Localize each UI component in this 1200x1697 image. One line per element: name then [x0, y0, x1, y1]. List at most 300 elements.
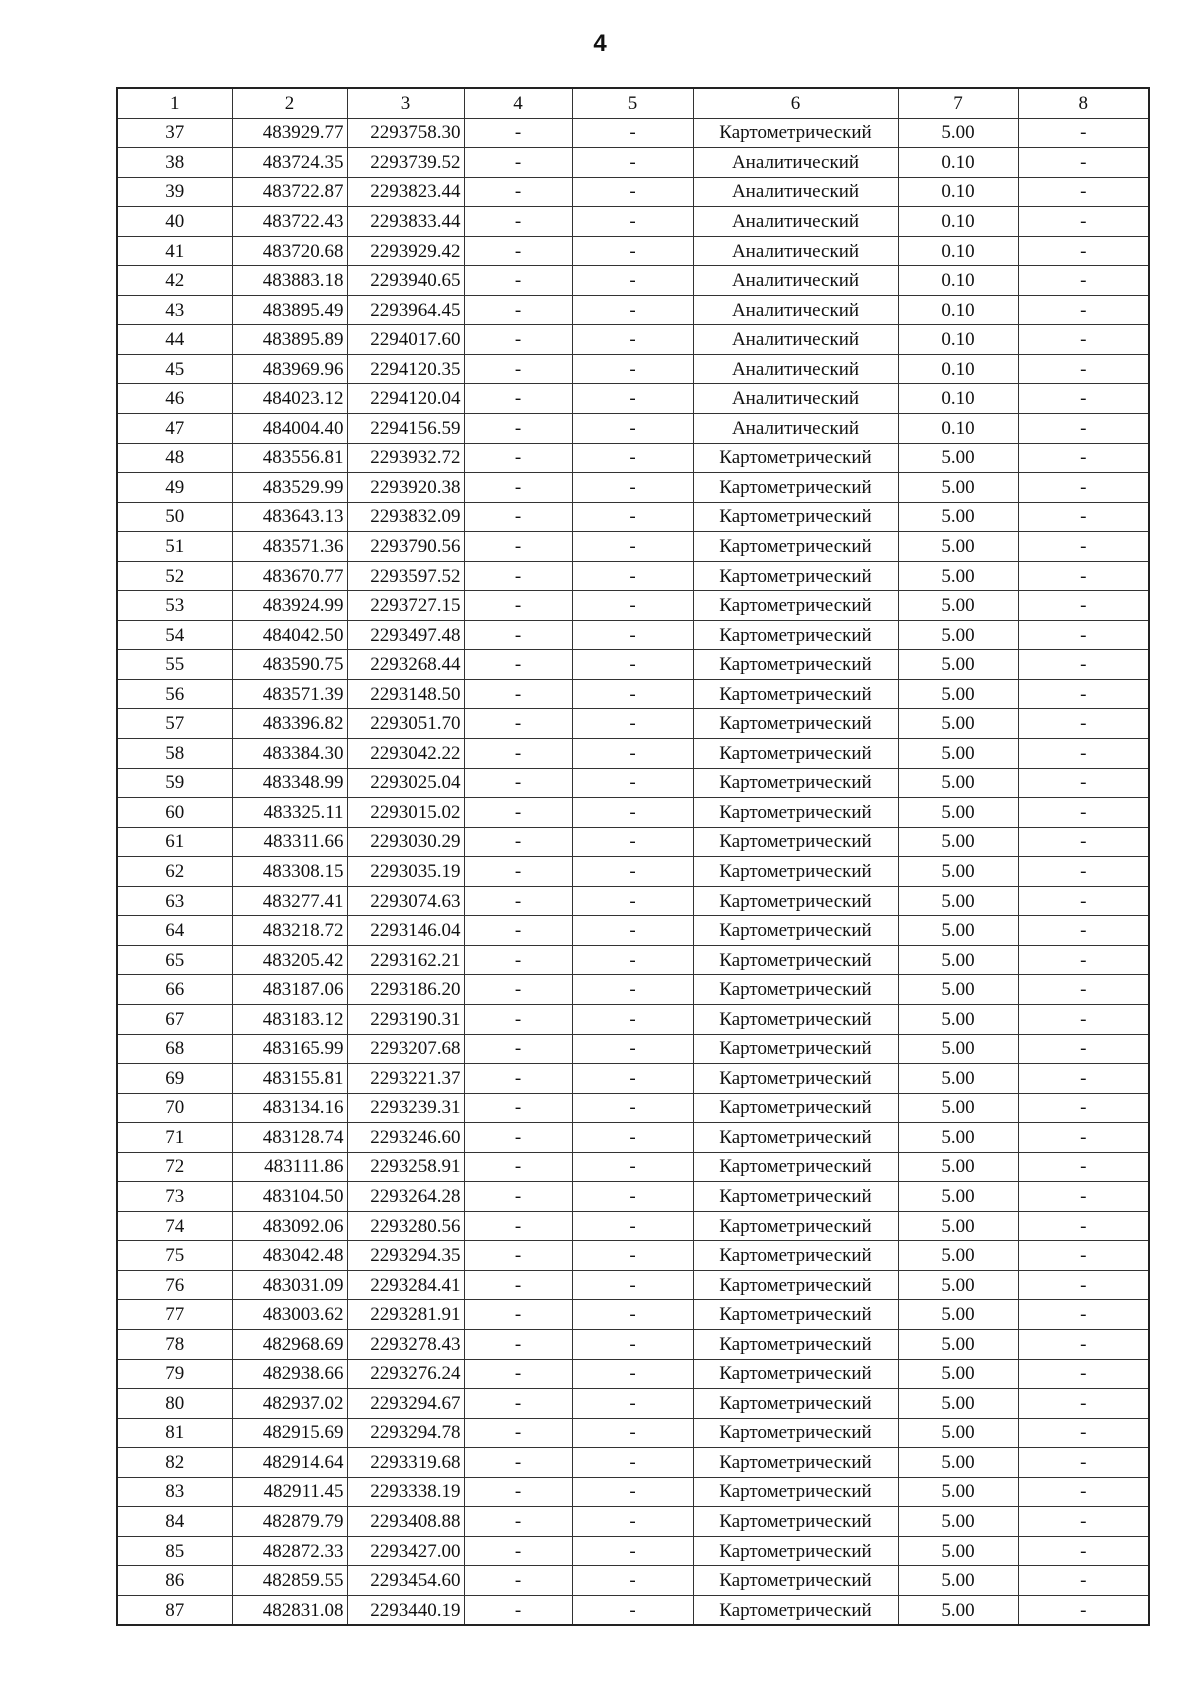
table-row — [117, 768, 1149, 798]
col8-cell: - — [1018, 207, 1149, 237]
table-row — [117, 739, 1149, 769]
col4-cell: - — [464, 532, 572, 562]
col5-cell: - — [572, 266, 693, 296]
col5-cell: - — [572, 1389, 693, 1419]
method-cell: Картометрический — [693, 975, 898, 1005]
y-coordinate-cell: 2293276.24 — [347, 1359, 464, 1389]
table-row — [117, 1093, 1149, 1123]
col4-cell: - — [464, 1566, 572, 1596]
col8-cell: - — [1018, 591, 1149, 621]
table-row — [117, 473, 1149, 503]
col8-cell: - — [1018, 768, 1149, 798]
table-row — [117, 945, 1149, 975]
column-header: 8 — [1018, 88, 1149, 118]
method-cell: Картометрический — [693, 1241, 898, 1271]
accuracy-cell: 5.00 — [898, 1123, 1018, 1153]
col8-cell: - — [1018, 502, 1149, 532]
accuracy-cell: 5.00 — [898, 1004, 1018, 1034]
x-coordinate-cell: 483155.81 — [232, 1064, 347, 1094]
y-coordinate-cell: 2293454.60 — [347, 1566, 464, 1596]
col5-cell: - — [572, 1123, 693, 1153]
col4-cell: - — [464, 916, 572, 946]
method-cell: Картометрический — [693, 532, 898, 562]
col4-cell: - — [464, 1182, 572, 1212]
col5-cell: - — [572, 886, 693, 916]
header-row — [117, 88, 1149, 118]
col5-cell: - — [572, 857, 693, 887]
col5-cell: - — [572, 709, 693, 739]
col4-cell: - — [464, 1595, 572, 1625]
method-cell: Картометрический — [693, 1004, 898, 1034]
col8-cell: - — [1018, 1359, 1149, 1389]
table-row — [117, 886, 1149, 916]
method-cell: Картометрический — [693, 1182, 898, 1212]
col4-cell: - — [464, 502, 572, 532]
y-coordinate-cell: 2293035.19 — [347, 857, 464, 887]
col5-cell: - — [572, 473, 693, 503]
method-cell: Картометрический — [693, 739, 898, 769]
col4-cell: - — [464, 857, 572, 887]
col8-cell: - — [1018, 1211, 1149, 1241]
table-row — [117, 236, 1149, 266]
col4-cell: - — [464, 1093, 572, 1123]
table-row — [117, 1507, 1149, 1537]
col8-cell: - — [1018, 1448, 1149, 1478]
point-number-cell: 57 — [117, 709, 232, 739]
x-coordinate-cell: 484004.40 — [232, 414, 347, 444]
col5-cell: - — [572, 650, 693, 680]
accuracy-cell: 5.00 — [898, 1211, 1018, 1241]
y-coordinate-cell: 2293258.91 — [347, 1152, 464, 1182]
point-number-cell: 56 — [117, 679, 232, 709]
point-number-cell: 70 — [117, 1093, 232, 1123]
accuracy-cell: 5.00 — [898, 827, 1018, 857]
y-coordinate-cell: 2293597.52 — [347, 561, 464, 591]
method-cell: Аналитический — [693, 266, 898, 296]
table-row — [117, 1359, 1149, 1389]
point-number-cell: 55 — [117, 650, 232, 680]
x-coordinate-cell: 483325.11 — [232, 798, 347, 828]
y-coordinate-cell: 2293294.67 — [347, 1389, 464, 1419]
method-cell: Картометрический — [693, 650, 898, 680]
col4-cell: - — [464, 945, 572, 975]
y-coordinate-cell: 2293190.31 — [347, 1004, 464, 1034]
column-header: 5 — [572, 88, 693, 118]
x-coordinate-cell: 483003.62 — [232, 1300, 347, 1330]
accuracy-cell: 0.10 — [898, 148, 1018, 178]
x-coordinate-cell: 482872.33 — [232, 1536, 347, 1566]
y-coordinate-cell: 2293823.44 — [347, 177, 464, 207]
point-number-cell: 40 — [117, 207, 232, 237]
x-coordinate-cell: 483895.89 — [232, 325, 347, 355]
accuracy-cell: 5.00 — [898, 1536, 1018, 1566]
col8-cell: - — [1018, 1329, 1149, 1359]
point-number-cell: 85 — [117, 1536, 232, 1566]
col5-cell: - — [572, 148, 693, 178]
table-row — [117, 532, 1149, 562]
point-number-cell: 43 — [117, 295, 232, 325]
table-row — [117, 1211, 1149, 1241]
x-coordinate-cell: 484023.12 — [232, 384, 347, 414]
method-cell: Аналитический — [693, 384, 898, 414]
method-cell: Картометрический — [693, 1448, 898, 1478]
col8-cell: - — [1018, 679, 1149, 709]
col8-cell: - — [1018, 620, 1149, 650]
table-row — [117, 325, 1149, 355]
accuracy-cell: 5.00 — [898, 532, 1018, 562]
accuracy-cell: 5.00 — [898, 886, 1018, 916]
x-coordinate-cell: 483590.75 — [232, 650, 347, 680]
point-number-cell: 71 — [117, 1123, 232, 1153]
table-row — [117, 502, 1149, 532]
table-row — [117, 384, 1149, 414]
col8-cell: - — [1018, 325, 1149, 355]
table-row — [117, 177, 1149, 207]
x-coordinate-cell: 483722.43 — [232, 207, 347, 237]
col5-cell: - — [572, 354, 693, 384]
x-coordinate-cell: 483529.99 — [232, 473, 347, 503]
table-row — [117, 1329, 1149, 1359]
point-number-cell: 61 — [117, 827, 232, 857]
x-coordinate-cell: 483111.86 — [232, 1152, 347, 1182]
method-cell: Картометрический — [693, 857, 898, 887]
accuracy-cell: 5.00 — [898, 1093, 1018, 1123]
col4-cell: - — [464, 591, 572, 621]
col8-cell: - — [1018, 118, 1149, 148]
col8-cell: - — [1018, 384, 1149, 414]
col4-cell: - — [464, 1241, 572, 1271]
method-cell: Картометрический — [693, 502, 898, 532]
accuracy-cell: 5.00 — [898, 1477, 1018, 1507]
table-row — [117, 295, 1149, 325]
y-coordinate-cell: 2293268.44 — [347, 650, 464, 680]
y-coordinate-cell: 2293338.19 — [347, 1477, 464, 1507]
accuracy-cell: 5.00 — [898, 1329, 1018, 1359]
point-number-cell: 76 — [117, 1270, 232, 1300]
y-coordinate-cell: 2293239.31 — [347, 1093, 464, 1123]
y-coordinate-cell: 2293015.02 — [347, 798, 464, 828]
point-number-cell: 62 — [117, 857, 232, 887]
column-header: 4 — [464, 88, 572, 118]
x-coordinate-cell: 483165.99 — [232, 1034, 347, 1064]
point-number-cell: 46 — [117, 384, 232, 414]
point-number-cell: 50 — [117, 502, 232, 532]
accuracy-cell: 0.10 — [898, 325, 1018, 355]
col8-cell: - — [1018, 827, 1149, 857]
table-row — [117, 118, 1149, 148]
col4-cell: - — [464, 561, 572, 591]
x-coordinate-cell: 482968.69 — [232, 1329, 347, 1359]
accuracy-cell: 5.00 — [898, 1595, 1018, 1625]
col4-cell: - — [464, 1507, 572, 1537]
col4-cell: - — [464, 1123, 572, 1153]
y-coordinate-cell: 2293929.42 — [347, 236, 464, 266]
col8-cell: - — [1018, 1034, 1149, 1064]
table-row — [117, 1270, 1149, 1300]
y-coordinate-cell: 2293278.43 — [347, 1329, 464, 1359]
y-coordinate-cell: 2293294.35 — [347, 1241, 464, 1271]
y-coordinate-cell: 2293408.88 — [347, 1507, 464, 1537]
col8-cell: - — [1018, 414, 1149, 444]
table-row — [117, 1566, 1149, 1596]
col5-cell: - — [572, 1093, 693, 1123]
x-coordinate-cell: 483104.50 — [232, 1182, 347, 1212]
x-coordinate-cell: 483883.18 — [232, 266, 347, 296]
col4-cell: - — [464, 709, 572, 739]
y-coordinate-cell: 2293727.15 — [347, 591, 464, 621]
x-coordinate-cell: 482914.64 — [232, 1448, 347, 1478]
x-coordinate-cell: 483092.06 — [232, 1211, 347, 1241]
method-cell: Картометрический — [693, 886, 898, 916]
table-row — [117, 207, 1149, 237]
column-header: 7 — [898, 88, 1018, 118]
col4-cell: - — [464, 354, 572, 384]
accuracy-cell: 5.00 — [898, 739, 1018, 769]
col5-cell: - — [572, 325, 693, 355]
column-header: 2 — [232, 88, 347, 118]
point-number-cell: 73 — [117, 1182, 232, 1212]
col4-cell: - — [464, 768, 572, 798]
col8-cell: - — [1018, 177, 1149, 207]
method-cell: Картометрический — [693, 1359, 898, 1389]
col5-cell: - — [572, 975, 693, 1005]
accuracy-cell: 0.10 — [898, 266, 1018, 296]
col5-cell: - — [572, 1064, 693, 1094]
col4-cell: - — [464, 679, 572, 709]
col8-cell: - — [1018, 1477, 1149, 1507]
method-cell: Картометрический — [693, 1329, 898, 1359]
x-coordinate-cell: 483311.66 — [232, 827, 347, 857]
col5-cell: - — [572, 1211, 693, 1241]
col8-cell: - — [1018, 266, 1149, 296]
col8-cell: - — [1018, 1300, 1149, 1330]
col4-cell: - — [464, 739, 572, 769]
accuracy-cell: 5.00 — [898, 1300, 1018, 1330]
accuracy-cell: 0.10 — [898, 414, 1018, 444]
y-coordinate-cell: 2293148.50 — [347, 679, 464, 709]
accuracy-cell: 0.10 — [898, 177, 1018, 207]
col8-cell: - — [1018, 857, 1149, 887]
table-row — [117, 354, 1149, 384]
method-cell: Картометрический — [693, 798, 898, 828]
y-coordinate-cell: 2293940.65 — [347, 266, 464, 296]
col8-cell: - — [1018, 1093, 1149, 1123]
accuracy-cell: 5.00 — [898, 620, 1018, 650]
point-number-cell: 51 — [117, 532, 232, 562]
col5-cell: - — [572, 1182, 693, 1212]
point-number-cell: 78 — [117, 1329, 232, 1359]
y-coordinate-cell: 2293497.48 — [347, 620, 464, 650]
col8-cell: - — [1018, 443, 1149, 473]
col4-cell: - — [464, 1477, 572, 1507]
x-coordinate-cell: 482915.69 — [232, 1418, 347, 1448]
accuracy-cell: 5.00 — [898, 768, 1018, 798]
x-coordinate-cell: 483134.16 — [232, 1093, 347, 1123]
x-coordinate-cell: 482911.45 — [232, 1477, 347, 1507]
accuracy-cell: 5.00 — [898, 591, 1018, 621]
col8-cell: - — [1018, 1241, 1149, 1271]
point-number-cell: 86 — [117, 1566, 232, 1596]
x-coordinate-cell: 483722.87 — [232, 177, 347, 207]
point-number-cell: 84 — [117, 1507, 232, 1537]
y-coordinate-cell: 2293264.28 — [347, 1182, 464, 1212]
y-coordinate-cell: 2293246.60 — [347, 1123, 464, 1153]
col8-cell: - — [1018, 1270, 1149, 1300]
method-cell: Аналитический — [693, 236, 898, 266]
accuracy-cell: 0.10 — [898, 384, 1018, 414]
page-number: 4 — [593, 30, 607, 57]
accuracy-cell: 5.00 — [898, 473, 1018, 503]
y-coordinate-cell: 2293758.30 — [347, 118, 464, 148]
point-number-cell: 38 — [117, 148, 232, 178]
x-coordinate-cell: 483218.72 — [232, 916, 347, 946]
col5-cell: - — [572, 1418, 693, 1448]
table-row — [117, 1064, 1149, 1094]
col8-cell: - — [1018, 1566, 1149, 1596]
x-coordinate-cell: 483924.99 — [232, 591, 347, 621]
table-row — [117, 1123, 1149, 1153]
point-number-cell: 68 — [117, 1034, 232, 1064]
accuracy-cell: 5.00 — [898, 945, 1018, 975]
col8-cell: - — [1018, 1064, 1149, 1094]
table-row — [117, 414, 1149, 444]
x-coordinate-cell: 483183.12 — [232, 1004, 347, 1034]
col5-cell: - — [572, 916, 693, 946]
col4-cell: - — [464, 414, 572, 444]
method-cell: Картометрический — [693, 1477, 898, 1507]
method-cell: Картометрический — [693, 443, 898, 473]
accuracy-cell: 5.00 — [898, 1182, 1018, 1212]
col4-cell: - — [464, 975, 572, 1005]
accuracy-cell: 5.00 — [898, 1034, 1018, 1064]
col8-cell: - — [1018, 975, 1149, 1005]
point-number-cell: 81 — [117, 1418, 232, 1448]
method-cell: Картометрический — [693, 1595, 898, 1625]
col4-cell: - — [464, 798, 572, 828]
accuracy-cell: 5.00 — [898, 709, 1018, 739]
col4-cell: - — [464, 266, 572, 296]
col5-cell: - — [572, 177, 693, 207]
col5-cell: - — [572, 1270, 693, 1300]
accuracy-cell: 5.00 — [898, 1064, 1018, 1094]
col4-cell: - — [464, 1329, 572, 1359]
method-cell: Аналитический — [693, 354, 898, 384]
table-row — [117, 1182, 1149, 1212]
table-row — [117, 1536, 1149, 1566]
col5-cell: - — [572, 384, 693, 414]
col8-cell: - — [1018, 945, 1149, 975]
col5-cell: - — [572, 1448, 693, 1478]
col4-cell: - — [464, 650, 572, 680]
method-cell: Картометрический — [693, 1536, 898, 1566]
table-row — [117, 1152, 1149, 1182]
col8-cell: - — [1018, 561, 1149, 591]
col8-cell: - — [1018, 916, 1149, 946]
point-number-cell: 49 — [117, 473, 232, 503]
accuracy-cell: 5.00 — [898, 679, 1018, 709]
table-row — [117, 1034, 1149, 1064]
method-cell: Картометрический — [693, 1389, 898, 1419]
table-row — [117, 857, 1149, 887]
y-coordinate-cell: 2293162.21 — [347, 945, 464, 975]
point-number-cell: 75 — [117, 1241, 232, 1271]
x-coordinate-cell: 482937.02 — [232, 1389, 347, 1419]
col5-cell: - — [572, 798, 693, 828]
y-coordinate-cell: 2293964.45 — [347, 295, 464, 325]
method-cell: Картометрический — [693, 473, 898, 503]
col8-cell: - — [1018, 1507, 1149, 1537]
col5-cell: - — [572, 236, 693, 266]
method-cell: Аналитический — [693, 295, 898, 325]
method-cell: Картометрический — [693, 1093, 898, 1123]
table-row — [117, 1595, 1149, 1625]
table-row — [117, 798, 1149, 828]
col5-cell: - — [572, 443, 693, 473]
method-cell: Аналитический — [693, 207, 898, 237]
table-row — [117, 561, 1149, 591]
col8-cell: - — [1018, 148, 1149, 178]
point-number-cell: 59 — [117, 768, 232, 798]
col5-cell: - — [572, 207, 693, 237]
point-number-cell: 66 — [117, 975, 232, 1005]
y-coordinate-cell: 2293832.09 — [347, 502, 464, 532]
method-cell: Картометрический — [693, 620, 898, 650]
column-header: 6 — [693, 88, 898, 118]
x-coordinate-cell: 483929.77 — [232, 118, 347, 148]
point-number-cell: 74 — [117, 1211, 232, 1241]
col4-cell: - — [464, 473, 572, 503]
col5-cell: - — [572, 1034, 693, 1064]
point-number-cell: 69 — [117, 1064, 232, 1094]
x-coordinate-cell: 483670.77 — [232, 561, 347, 591]
method-cell: Картометрический — [693, 945, 898, 975]
accuracy-cell: 5.00 — [898, 650, 1018, 680]
point-number-cell: 83 — [117, 1477, 232, 1507]
accuracy-cell: 5.00 — [898, 798, 1018, 828]
accuracy-cell: 5.00 — [898, 1152, 1018, 1182]
method-cell: Картометрический — [693, 1152, 898, 1182]
col8-cell: - — [1018, 709, 1149, 739]
accuracy-cell: 5.00 — [898, 443, 1018, 473]
x-coordinate-cell: 483895.49 — [232, 295, 347, 325]
method-cell: Картометрический — [693, 679, 898, 709]
x-coordinate-cell: 483969.96 — [232, 354, 347, 384]
x-coordinate-cell: 483643.13 — [232, 502, 347, 532]
y-coordinate-cell: 2294120.35 — [347, 354, 464, 384]
table-row — [117, 1241, 1149, 1271]
col5-cell: - — [572, 118, 693, 148]
col4-cell: - — [464, 1448, 572, 1478]
col4-cell: - — [464, 148, 572, 178]
col4-cell: - — [464, 1418, 572, 1448]
col4-cell: - — [464, 295, 572, 325]
col4-cell: - — [464, 1034, 572, 1064]
method-cell: Картометрический — [693, 827, 898, 857]
col5-cell: - — [572, 1595, 693, 1625]
x-coordinate-cell: 483277.41 — [232, 886, 347, 916]
method-cell: Картометрический — [693, 561, 898, 591]
y-coordinate-cell: 2293739.52 — [347, 148, 464, 178]
col4-cell: - — [464, 384, 572, 414]
table-row — [117, 1300, 1149, 1330]
table-row — [117, 1389, 1149, 1419]
y-coordinate-cell: 2293294.78 — [347, 1418, 464, 1448]
table-row — [117, 709, 1149, 739]
x-coordinate-cell: 482859.55 — [232, 1566, 347, 1596]
x-coordinate-cell: 482938.66 — [232, 1359, 347, 1389]
col8-cell: - — [1018, 532, 1149, 562]
y-coordinate-cell: 2293186.20 — [347, 975, 464, 1005]
